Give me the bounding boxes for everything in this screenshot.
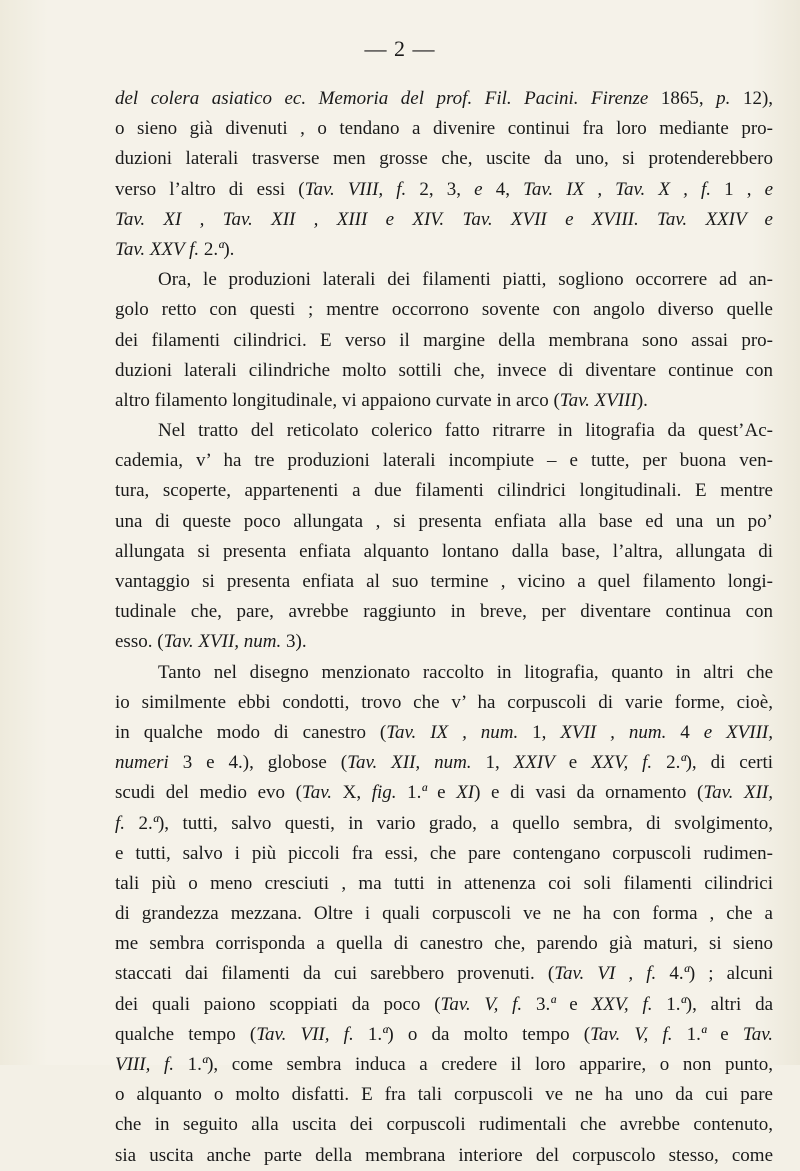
text-line (115, 1080, 773, 1110)
italic-segment: Tav. (301, 782, 333, 804)
text-line (115, 597, 773, 627)
text-line (115, 446, 773, 476)
italic-segment: ª (700, 1023, 707, 1045)
italic-segment: f. (115, 812, 126, 834)
italic-segment: XVII , num. (560, 721, 667, 743)
text-segment: 1. (672, 1023, 701, 1045)
italic-segment: Tav. XVII, num. (163, 631, 282, 653)
italic-segment: Tav. VI , f. (554, 963, 657, 985)
text-segment: 2. (125, 812, 153, 834)
italic-segment: Tav. XII, (703, 782, 773, 804)
italic-segment: Tav. VIII, f. (304, 178, 407, 200)
text-line (115, 265, 773, 295)
text-line (115, 1141, 773, 1171)
text-segment: 4, (482, 178, 524, 200)
text-segment: ) ; alcuni (688, 963, 773, 985)
text-line (115, 567, 773, 597)
text-segment: cademia, v’ ha tre produzioni laterali incompiute – e tutte, per buona ven- (115, 450, 773, 472)
text-line (115, 748, 773, 778)
text-segment: o alquanto o molto disfatti. E fra tali corpuscoli ve ne ha uno da cui pare (115, 1084, 773, 1106)
text-segment: X, (332, 782, 372, 804)
text-segment: e (706, 1023, 743, 1045)
italic-segment: Tav. XI , Tav. XII , XIII e XIV. Tav. XVII e XVIII. Tav. XXIV e (115, 208, 773, 230)
text-line (115, 144, 773, 174)
text-segment: io similmente ebbi condotti, trovo che v’ ha corpuscoli di varie forme, cioè, (115, 691, 773, 713)
text-segment: o sieno già divenuti , o tendano a divenire continui fra loro mediante pro- (115, 118, 773, 140)
italic-segment: ª (201, 1054, 208, 1075)
italic-segment: XXIV (513, 752, 555, 774)
italic-segment: ª (680, 752, 686, 774)
text-line (115, 959, 773, 989)
text-segment: ), altri da (685, 993, 773, 1015)
text-segment: 1. (173, 1054, 202, 1075)
text-line (115, 356, 773, 386)
text-segment: ). (223, 238, 235, 260)
text-segment: scudi del medio evo ( (115, 782, 302, 804)
text-segment: sia uscita anche parte della membrana interiore del corpuscolo stesso, come (115, 1144, 773, 1166)
text-line (115, 386, 773, 416)
text-line (115, 899, 773, 929)
italic-segment: Tav. XII, num. (347, 752, 472, 774)
text-segment: 2. (199, 238, 219, 260)
text-segment: 2. (652, 752, 681, 774)
text-segment: qualche tempo ( (115, 1023, 257, 1045)
italic-segment: ª (683, 963, 689, 985)
italic-segment: ª (152, 812, 158, 834)
text-line (115, 507, 773, 537)
italic-segment: ª (550, 993, 556, 1015)
text-line (115, 1110, 773, 1140)
text-line (115, 778, 773, 808)
italic-segment: Tav. XXV f. (115, 238, 200, 260)
italic-segment: e (474, 178, 483, 200)
text-segment: 1. (396, 782, 422, 804)
italic-segment: e XVIII, (703, 721, 773, 743)
text-segment: altro filamento longitudinale, vi appaiono curvate in arco ( (115, 389, 560, 411)
italic-segment: ª (382, 1023, 388, 1045)
text-segment: ), di certi (685, 752, 773, 774)
text-segment: 1 , (711, 178, 765, 200)
text-line (115, 990, 773, 1020)
text-line (115, 869, 773, 899)
text-segment: e (426, 782, 457, 804)
text-segment: e (554, 752, 592, 774)
text-line (115, 84, 773, 114)
text-segment: ), tutti, salvo questi, in vario grado, a quello sembra, di svolgimento, (157, 812, 773, 834)
text-segment: in qualche modo di canestro ( (115, 721, 387, 743)
text-line (115, 416, 773, 446)
italic-segment: del colera asiatico ec. Memoria del prof. Fil. Pacini. Firenze (115, 88, 649, 109)
italic-segment: VIII, f. (115, 1054, 174, 1075)
text-line (115, 326, 773, 356)
text-line (115, 1050, 773, 1080)
text-segment: ). (636, 389, 648, 411)
italic-segment: e (764, 178, 773, 200)
text-segment: una di queste poco allungata , si presenta enfiata alla base ed una un po’ (115, 510, 773, 532)
italic-segment: ª (218, 238, 224, 260)
text-line (115, 809, 773, 839)
text-line (115, 114, 773, 144)
text-line (115, 175, 773, 205)
text-segment: golo retto con questi ; mentre occorrono sovente con angolo diverso quelle (115, 299, 773, 321)
italic-segment: ª (680, 993, 686, 1015)
text-line (115, 235, 773, 265)
text-segment: 1865, (648, 88, 717, 109)
text-segment: ), come sembra induca a credere il loro apparire, o non punto, (207, 1054, 773, 1075)
italic-segment: Tav. V, f. (590, 1023, 673, 1045)
text-segment: che in seguito alla uscita dei corpuscoli rudimentali che avrebbe contenuto, (115, 1114, 773, 1136)
text-segment: e tutti, salvo i più piccoli fra essi, che pare contengano corpuscoli rudimen- (115, 842, 773, 864)
text-segment: dei filamenti cilindrici. E verso il margine della membrana sono assai pro- (115, 329, 773, 351)
text-line (115, 537, 773, 567)
text-segment: Nel tratto del reticolato colerico fatto ritrarre in litografia da quest’Ac- (158, 420, 773, 442)
italic-segment: Tav. IX , Tav. X , f. (523, 178, 711, 200)
body-text (115, 84, 773, 1171)
text-segment: 1, (518, 721, 561, 743)
text-segment: me sembra corrisponda a quella di canestro che, parendo già maturi, si sieno (115, 933, 773, 955)
text-segment: tura, scoperte, appartenenti a due filamenti cilindrici longitudinali. E mentre (115, 480, 773, 502)
text-segment: 2, 3, (406, 178, 475, 200)
text-segment: 3). (281, 631, 307, 653)
italic-segment: Tav. V, f. (440, 993, 523, 1015)
text-segment: duzioni laterali trasverse men grosse che, uscite da uno, si protenderebbero (115, 148, 773, 170)
text-segment: 12), (730, 88, 773, 109)
italic-segment: Tav. (742, 1023, 773, 1045)
text-segment: 1. (652, 993, 681, 1015)
text-segment: ) e di vasi da ornamento ( (474, 782, 704, 804)
page-number: — 2 — (364, 36, 436, 61)
text-segment: verso l’altro di essi ( (115, 178, 305, 200)
text-line (115, 295, 773, 325)
text-line (115, 658, 773, 688)
text-segment: di grandezza mezzana. Oltre i quali corpuscoli ve ne ha con forma , che a (115, 903, 773, 925)
text-segment: tali più o meno cresciuti , ma tutti in attenenza coi soli filamenti cilindrici (115, 872, 773, 894)
italic-segment: numeri (115, 752, 169, 774)
text-line (115, 929, 773, 959)
italic-segment: XI (456, 782, 475, 804)
italic-segment: XXV, f. (591, 752, 653, 774)
text-line (115, 476, 773, 506)
text-segment: allungata si presenta enfiata alquanto lontano dalla base, l’altra, allungata di (115, 540, 773, 562)
text-segment: tudinale che, pare, avrebbe raggiunto in breve, per diventare continua con (115, 601, 773, 623)
text-segment: Tanto nel disegno menzionato raccolto in litografia, quanto in altri che (158, 661, 773, 683)
text-segment: 1, (471, 752, 514, 774)
text-segment: e (555, 993, 592, 1015)
text-segment: 1. (353, 1023, 383, 1045)
text-segment: 4 (666, 721, 704, 743)
italic-segment: XXV, f. (591, 993, 653, 1015)
text-segment: 3. (522, 993, 551, 1015)
text-line (115, 205, 773, 235)
italic-segment: ª (421, 782, 427, 804)
italic-segment: fig. (371, 782, 397, 804)
text-segment: ) o da molto tempo ( (387, 1023, 591, 1045)
text-line (115, 1020, 773, 1050)
italic-segment: Tav. XVIII (559, 389, 637, 411)
italic-segment: Tav. VII, f. (256, 1023, 354, 1045)
text-segment: 4. (656, 963, 684, 985)
text-segment: Ora, le produzioni laterali dei filamenti piatti, sogliono occorrere ad an- (158, 269, 773, 291)
text-line (115, 839, 773, 869)
italic-segment: Tav. IX , num. (386, 721, 519, 743)
text-segment: 3 e 4.), globose ( (168, 752, 348, 774)
text-line (115, 718, 773, 748)
text-line (115, 688, 773, 718)
text-segment: esso. ( (115, 631, 164, 653)
text-segment: staccati dai filamenti da cui sarebbero provenuti. ( (115, 963, 555, 985)
text-segment: dei quali paiono scoppiati da poco ( (115, 993, 441, 1015)
text-segment: duzioni laterali cilindriche molto sottili che, invece di diventare continue con (115, 359, 773, 381)
text-line (115, 627, 773, 657)
italic-segment: p. (716, 88, 731, 109)
text-segment: vantaggio si presenta enfiata al suo termine , vicino a quel filamento longi- (115, 571, 773, 592)
